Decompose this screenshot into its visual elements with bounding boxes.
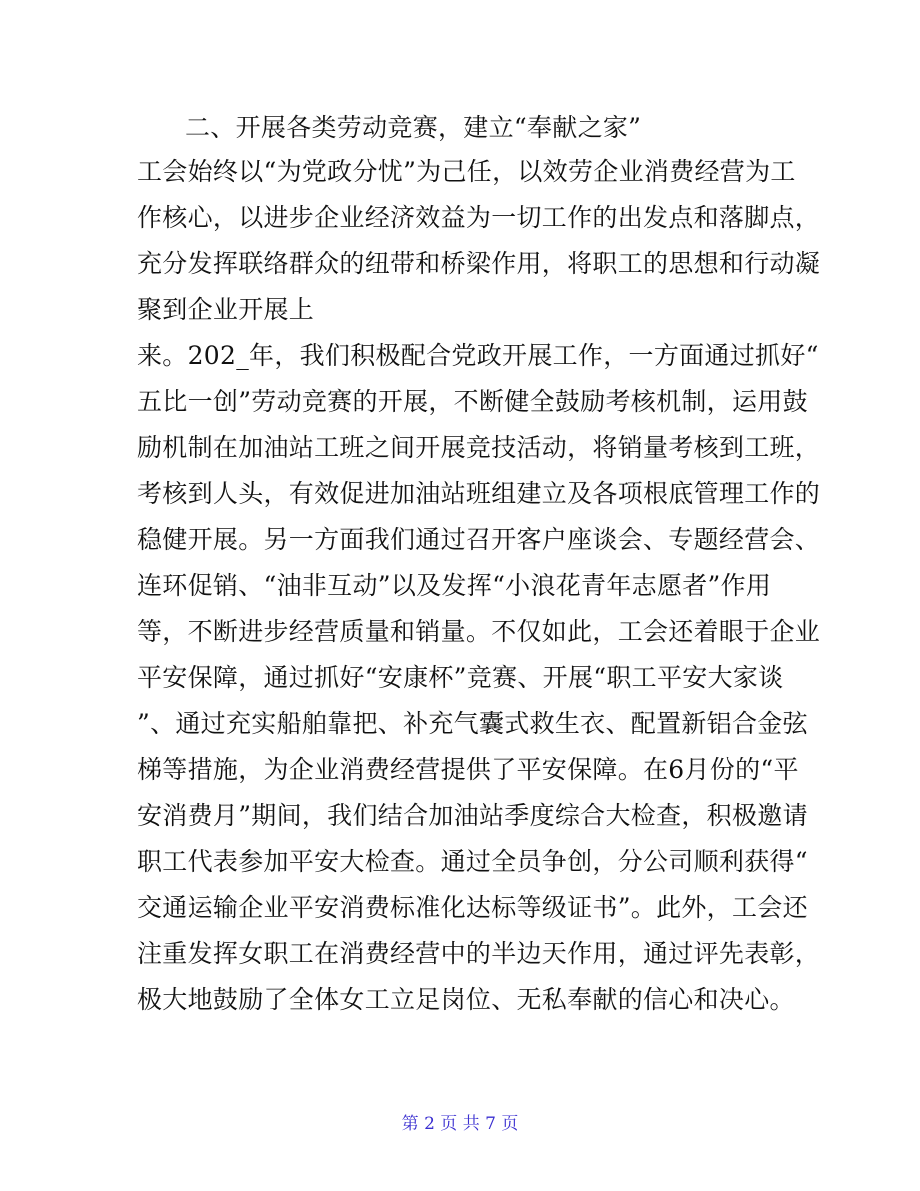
body-line-19: 极大地鼓励了全体女工立足岗位、无私奉献的信心和决心。 <box>137 985 795 1014</box>
body-line-7: 励机制在加油站工班之间开展竞技活动，将销量考核到工班， <box>137 433 821 462</box>
body-line-11: 等，不断进步经营质量和销量。不仅如此，工会还着眼于企业 <box>137 617 821 646</box>
body-line-1: 工会始终以“为党政分忧”为己任，以效劳企业消费经营为工 <box>137 157 796 186</box>
body-line-17: 交通运输企业平安消费标准化达标等级证书”。此外，工会还 <box>137 893 808 922</box>
body-line-12: 平安保障，通过抓好“安康杯”竞赛、开展“职工平安大家谈 <box>137 663 784 692</box>
body-line-15: 安消费月”期间，我们结合加油站季度综合大检查，积极邀请 <box>137 801 808 830</box>
body-line-10: 连环促销、“油非互动”以及发挥“小浪花青年志愿者”作用 <box>137 571 772 600</box>
body-line-14: 梯等措施，为企业消费经营提供了平安保障。在6月份的“平 <box>137 755 799 784</box>
body-line-8: 考核到人头，有效促进加油站班组建立及各项根底管理工作的 <box>137 479 821 508</box>
body-line-5: 来。202_年，我们积极配合党政开展工作，一方面通过抓好“ <box>137 341 819 370</box>
body-line-13: ”、通过充实船舶靠把、补充气囊式救生衣、配置新铝合金弦 <box>137 709 808 738</box>
body-line-4: 聚到企业开展上 <box>137 295 315 324</box>
body-line-6: 五比一创”劳动竞赛的开展，不断健全鼓励考核机制，运用鼓 <box>137 387 808 416</box>
body-line-2: 作核心，以进步企业经济效益为一切工作的出发点和落脚点， <box>137 203 821 232</box>
page-number-label: 第 2 页 共 7 页 <box>401 1114 519 1134</box>
body-line-9: 稳健开展。另一方面我们通过召开客户座谈会、专题经营会、 <box>137 525 821 554</box>
body-line-16: 职工代表参加平安大检查。通过全员争创，分公司顺利获得“ <box>137 847 808 876</box>
page-footer <box>0 1113 920 1135</box>
body-line-3: 充分发挥联络群众的纽带和桥梁作用，将职工的思想和行动凝 <box>137 249 821 278</box>
body-line-18: 注重发挥女职工在消费经营中的半边天作用，通过评先表彰， <box>137 939 821 968</box>
section-heading: 二、开展各类劳动竞赛，建立“奉献之家” <box>185 113 642 142</box>
